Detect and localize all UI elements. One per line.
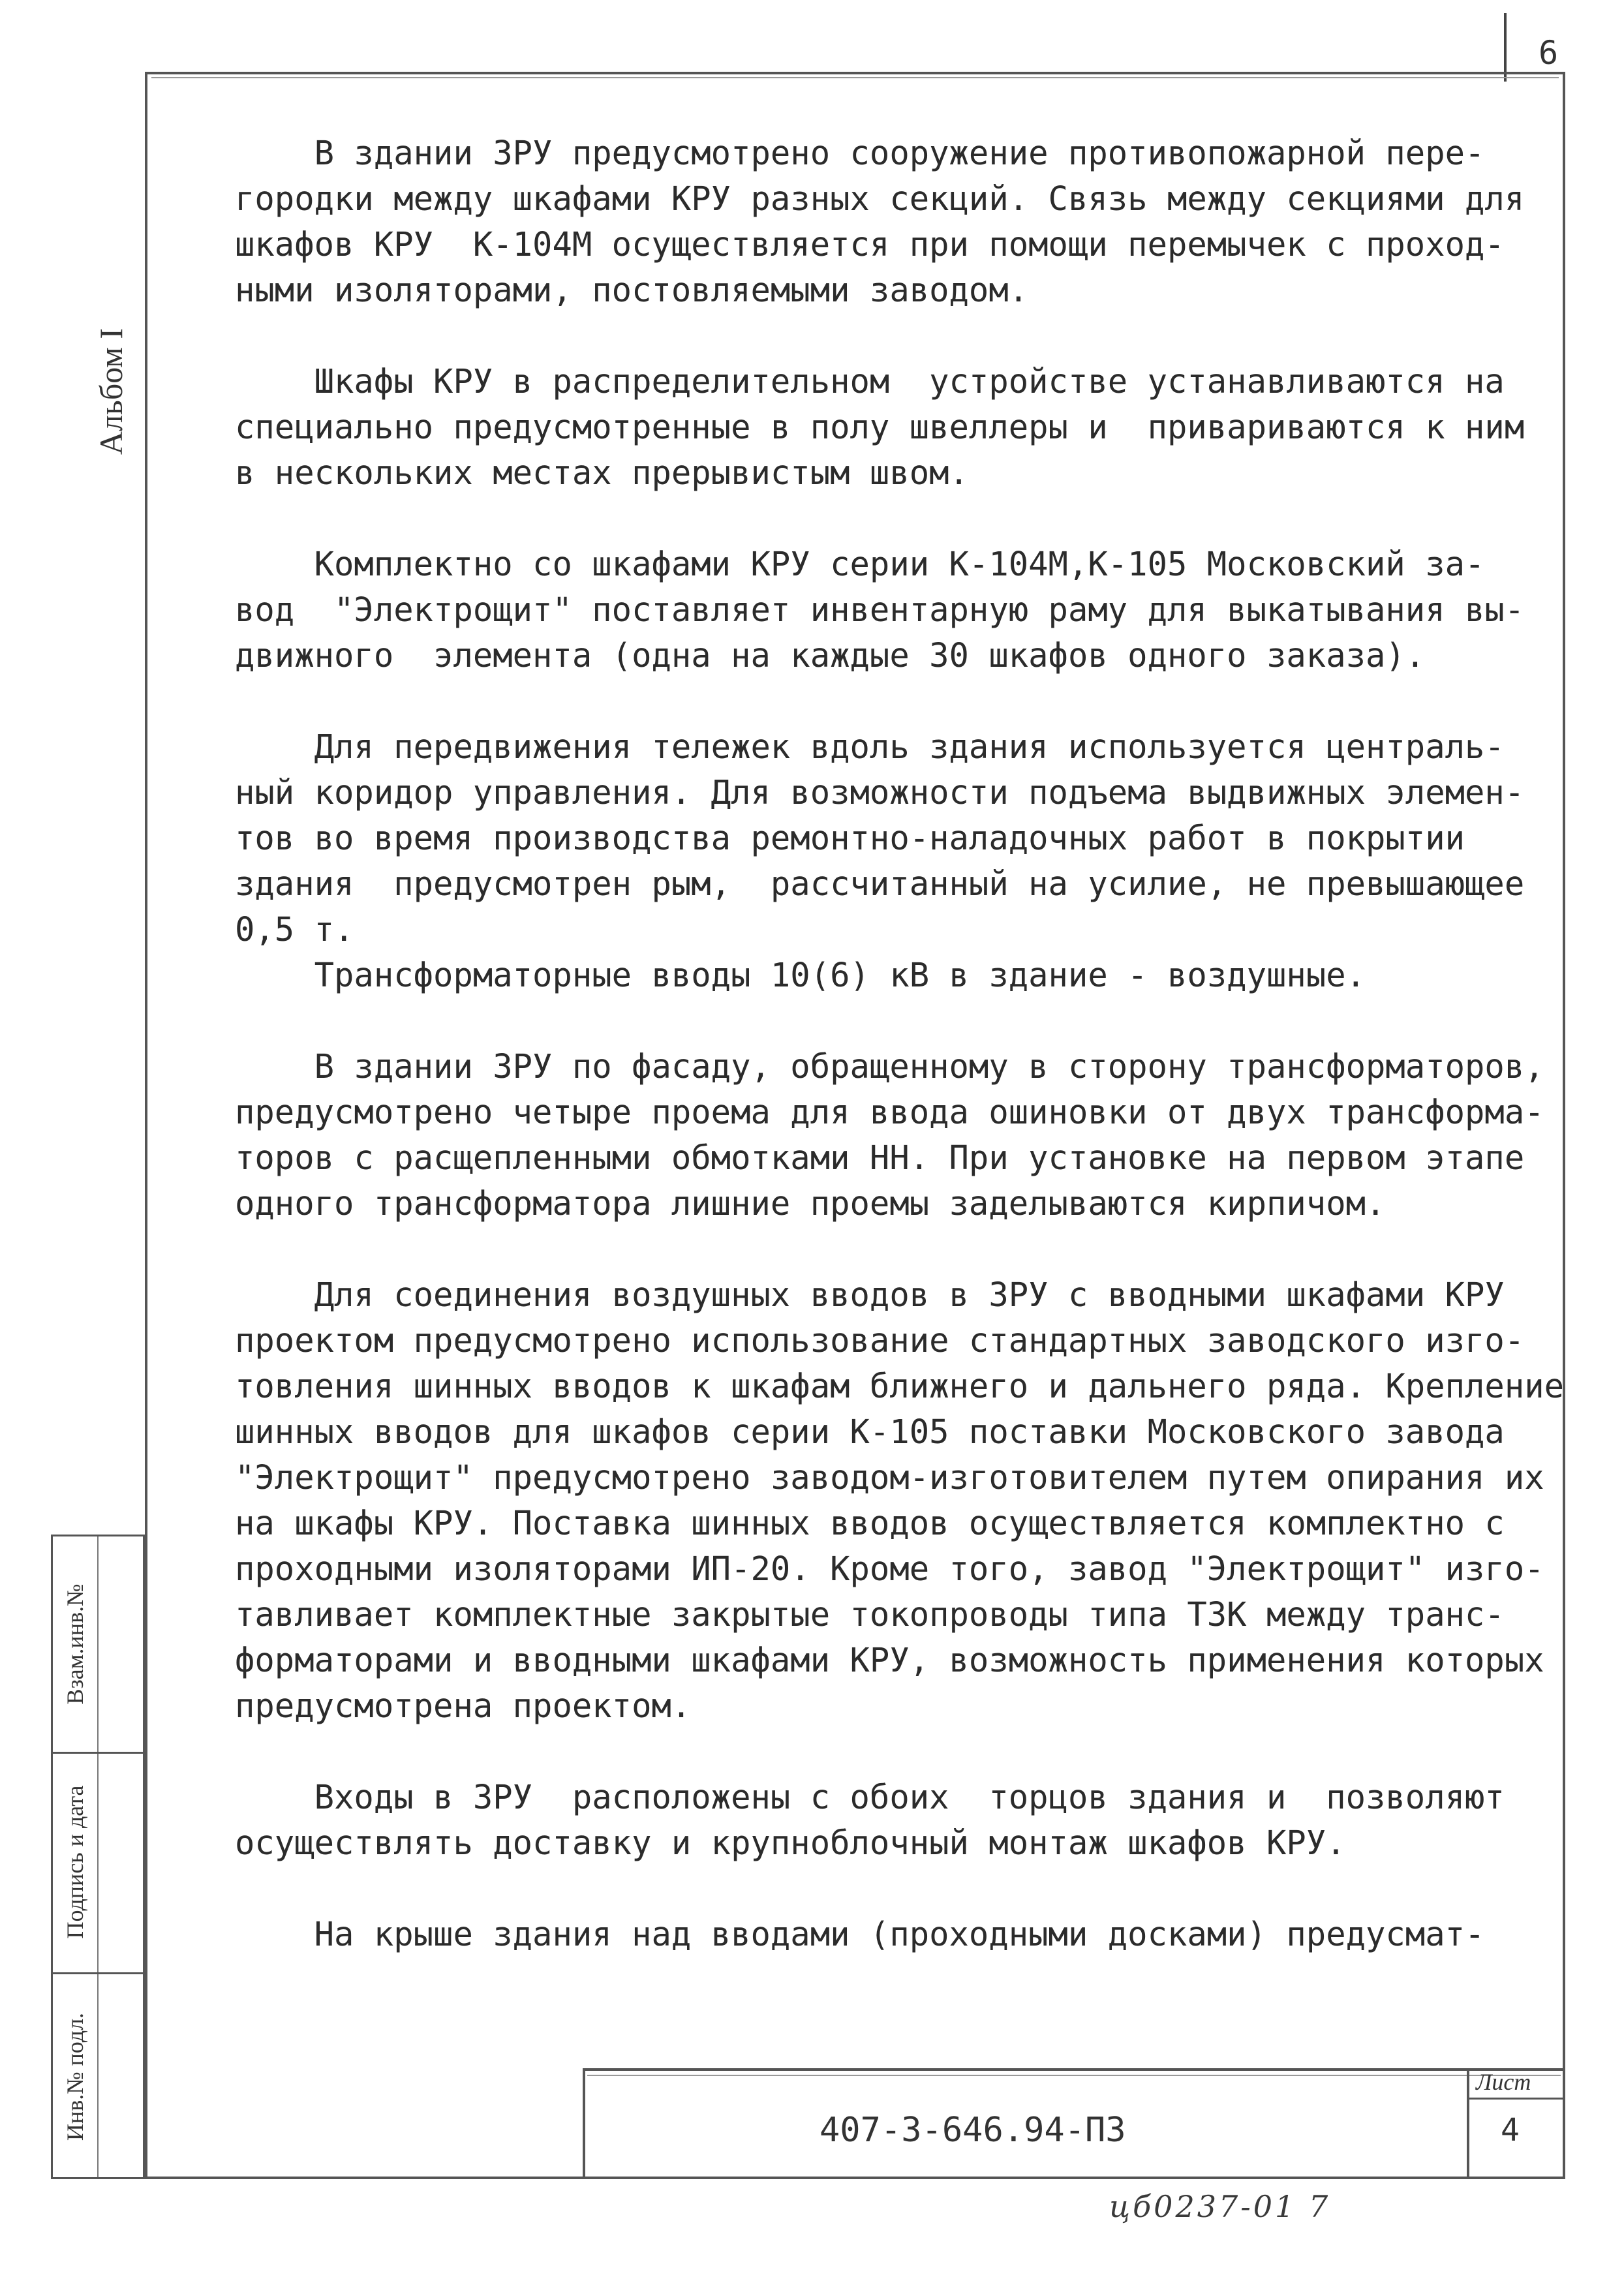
stamp-label-signature-date: Подпись и дата	[62, 1785, 88, 1939]
text-line: Шкафы КРУ в распределительном устройстве устанавливаются на	[235, 362, 1505, 401]
stamp-separator	[53, 1972, 143, 1974]
paragraph	[235, 1912, 1546, 1957]
text-line: специально предусмотренные в полу швеллеры и привариваются к ним	[235, 408, 1525, 446]
sheet-label: Лист	[1476, 2069, 1531, 2095]
text-line: ный коридор управления. Для возможности подъема выдвижных элемен-	[235, 773, 1525, 812]
text-line: Для соединения воздушных вводов в ЗРУ с вводными шкафами КРУ	[235, 1276, 1505, 1314]
text-line: 0,5 т.	[235, 910, 354, 949]
text-line: осуществлять доставку и крупноблочный монтаж шкафов КРУ.	[235, 1824, 1346, 1862]
stamp-label-interchange: Взам.инв.№	[62, 1583, 88, 1705]
paragraph	[235, 953, 1546, 998]
text-line: ными изоляторами, постовляемыми заводом.	[235, 271, 1029, 309]
paragraph	[235, 1272, 1565, 1729]
text-line: шкафов КРУ К-104М осуществляется при помощи перемычек с проход-	[235, 225, 1505, 264]
stamp-column-divider	[97, 1536, 99, 2177]
text-line: движного элемента (одна на каждые 30 шкафов одного заказа).	[235, 636, 1426, 675]
frame-inner-line	[151, 77, 1559, 78]
stamp-column	[51, 1535, 145, 2179]
text-line: "Электрощит" предусмотрено заводом-изготовителем путем опирания их	[235, 1458, 1544, 1497]
text-line: предусмотрена проектом.	[235, 1687, 692, 1725]
text-line: Для передвижения тележек вдоль здания используется централь-	[235, 727, 1505, 766]
paragraph	[235, 542, 1546, 679]
text-line: торов с расщепленными обмотками НН. При установке на первом этапе	[235, 1138, 1525, 1177]
text-line: городки между шкафами КРУ разных секций. Связь между секциями для	[235, 179, 1525, 218]
text-line: товления шинных вводов к шкафам ближнего и дальнего ряда. Крепление	[235, 1367, 1565, 1405]
text-line: Входы в ЗРУ расположены с обоих торцов здания и позволяют	[235, 1778, 1505, 1816]
text-line: Комплектно со шкафами КРУ серии К-104М,К-105 Московский за-	[235, 545, 1485, 583]
page-corner-number: 6	[1539, 34, 1559, 72]
paragraph	[235, 1775, 1546, 1866]
document-body	[235, 130, 1565, 2003]
stamp-label-inventory: Инв.№ подл.	[62, 2012, 88, 2141]
text-line: проектом предусмотрено использование стандартных заводского изго-	[235, 1321, 1525, 1360]
text-line: одного трансформатора лишние проемы заделываются кирпичом.	[235, 1184, 1386, 1223]
text-line: тов во время производства ремонтно-наладочных работ в покрытии	[235, 819, 1465, 857]
text-line: здания предусмотрен рым, рассчитанный на усилие, не превышающее	[235, 864, 1525, 903]
paragraph	[235, 359, 1546, 496]
text-line: На крыше здания над вводами (проходными досками) предусмат-	[235, 1915, 1485, 1953]
album-label: Альбом I	[93, 328, 129, 455]
text-line: В здании ЗРУ по фасаду, обращенному в сторону трансформаторов,	[235, 1047, 1544, 1086]
text-line: в нескольких местах прерывистым швом.	[235, 453, 969, 492]
paragraph	[235, 1044, 1546, 1227]
text-line: В здании ЗРУ предусмотрено сооружение противопожарной пере-	[235, 134, 1485, 172]
document-designation: 407-3-646.94-ПЗ	[820, 2111, 1126, 2150]
text-line: шинных вводов для шкафов серии К-105 поставки Московского завода	[235, 1413, 1505, 1451]
title-block-inner-line	[587, 2075, 1561, 2076]
sheet-number: 4	[1501, 2112, 1520, 2148]
text-line: форматорами и вводными шкафами КРУ, возможность применения которых	[235, 1641, 1544, 1679]
text-line: Трансформаторные вводы 10(6) кВ в здание - воздушные.	[235, 956, 1366, 994]
text-line: тавливает комплектные закрытые токопроводы типа ТЗК между транс-	[235, 1595, 1505, 1634]
paragraph	[235, 724, 1546, 953]
text-line: вод "Электрощит" поставляет инвентарную раму для выкатывания вы-	[235, 590, 1525, 629]
text-line: предусмотрено четыре проема для ввода ошиновки от двух трансформа-	[235, 1093, 1544, 1131]
text-line: проходными изоляторами ИП-20. Кроме того, завод "Электрощит" изго-	[235, 1550, 1544, 1588]
handwritten-archive-number: цб0237-01 7	[1109, 2189, 1331, 2224]
text-line: на шкафы КРУ. Поставка шинных вводов осуществляется комплектно с	[235, 1504, 1505, 1542]
stamp-separator	[53, 1752, 143, 1754]
paragraph	[235, 130, 1546, 313]
